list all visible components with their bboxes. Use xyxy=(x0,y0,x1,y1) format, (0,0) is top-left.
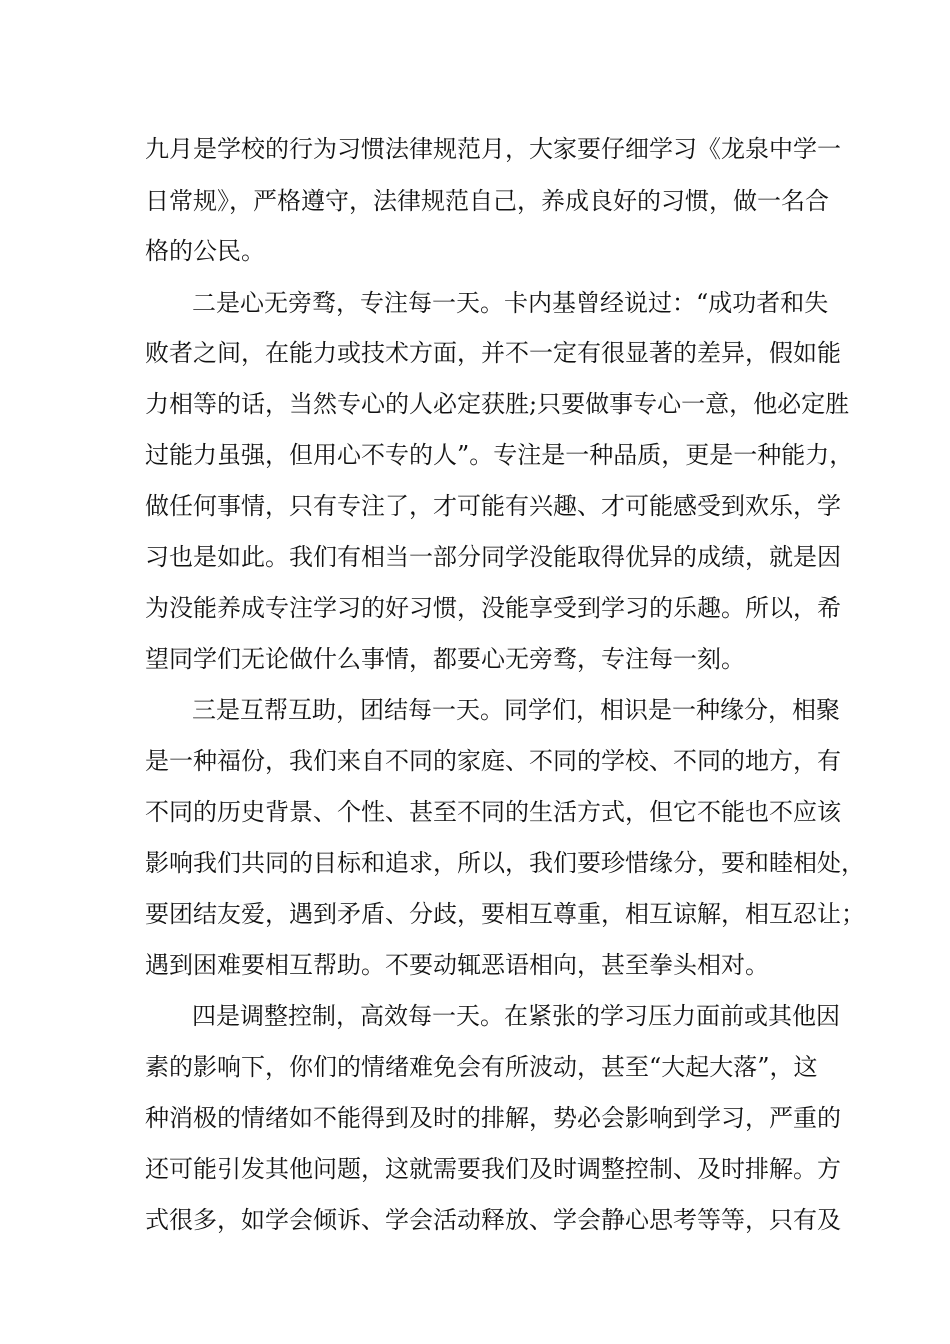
text-line-19: 素的影响下，你们的情绪难免会有所波动，甚至“大起大落”，这 xyxy=(145,1053,818,1081)
text-line-11: 望同学们无论做什么事情，都要心无旁骛，专注每一刻。 xyxy=(145,645,745,673)
text-line-18: 四是调整控制，高效每一天。在紧张的学习压力面前或其他因 xyxy=(192,1002,840,1030)
text-line-6: 力相等的话，当然专心的人必定获胜;只要做事专心一意，他必定胜 xyxy=(145,390,850,418)
text-line-15: 影响我们共同的目标和追求，所以，我们要珍惜缘分，要和睦相处， xyxy=(145,849,865,877)
text-line-10: 为没能养成专注学习的好习惯，没能享受到学习的乐趣。所以，希 xyxy=(145,594,841,622)
text-line-1: 九月是学校的行为习惯法律规范月，大家要仔细学习《龙泉中学一 xyxy=(145,135,841,163)
text-line-20: 种消极的情绪如不能得到及时的排解，势必会影响到学习，严重的 xyxy=(145,1104,841,1132)
text-line-2: 日常规》，严格遵守，法律规范自己，养成良好的习惯，做一名合 xyxy=(145,187,829,215)
text-line-8: 做任何事情，只有专注了，才可能有兴趣、才可能感受到欢乐，学 xyxy=(145,492,841,520)
text-line-14: 不同的历史背景、个性、甚至不同的生活方式，但它不能也不应该 xyxy=(145,798,841,826)
text-line-12: 三是互帮互助，团结每一天。同学们，相识是一种缘分，相聚 xyxy=(192,696,840,724)
text-line-21: 还可能引发其他问题，这就需要我们及时调整控制、及时排解。方 xyxy=(145,1155,841,1183)
text-line-7: 过能力虽强，但用心不专的人”。专注是一种品质，更是一种能力， xyxy=(145,441,854,469)
text-line-22: 式很多，如学会倾诉、学会活动释放、学会静心思考等等，只有及 xyxy=(145,1206,841,1234)
text-line-16: 要团结友爱，遇到矛盾、分歧，要相互尊重，相互谅解，相互忍让； xyxy=(145,900,865,928)
text-line-13: 是一种福份，我们来自不同的家庭、不同的学校、不同的地方，有 xyxy=(145,747,841,775)
text-line-9: 习也是如此。我们有相当一部分同学没能取得优异的成绩，就是因 xyxy=(145,543,841,571)
text-line-4: 二是心无旁骛，专注每一天。卡内基曾经说过：“成功者和失 xyxy=(192,289,829,317)
text-line-3: 格的公民。 xyxy=(145,237,265,265)
text-line-17: 遇到困难要相互帮助。不要动辄恶语相向，甚至拳头相对。 xyxy=(145,951,769,979)
text-line-5: 败者之间，在能力或技术方面，并不一定有很显著的差异，假如能 xyxy=(145,339,841,367)
